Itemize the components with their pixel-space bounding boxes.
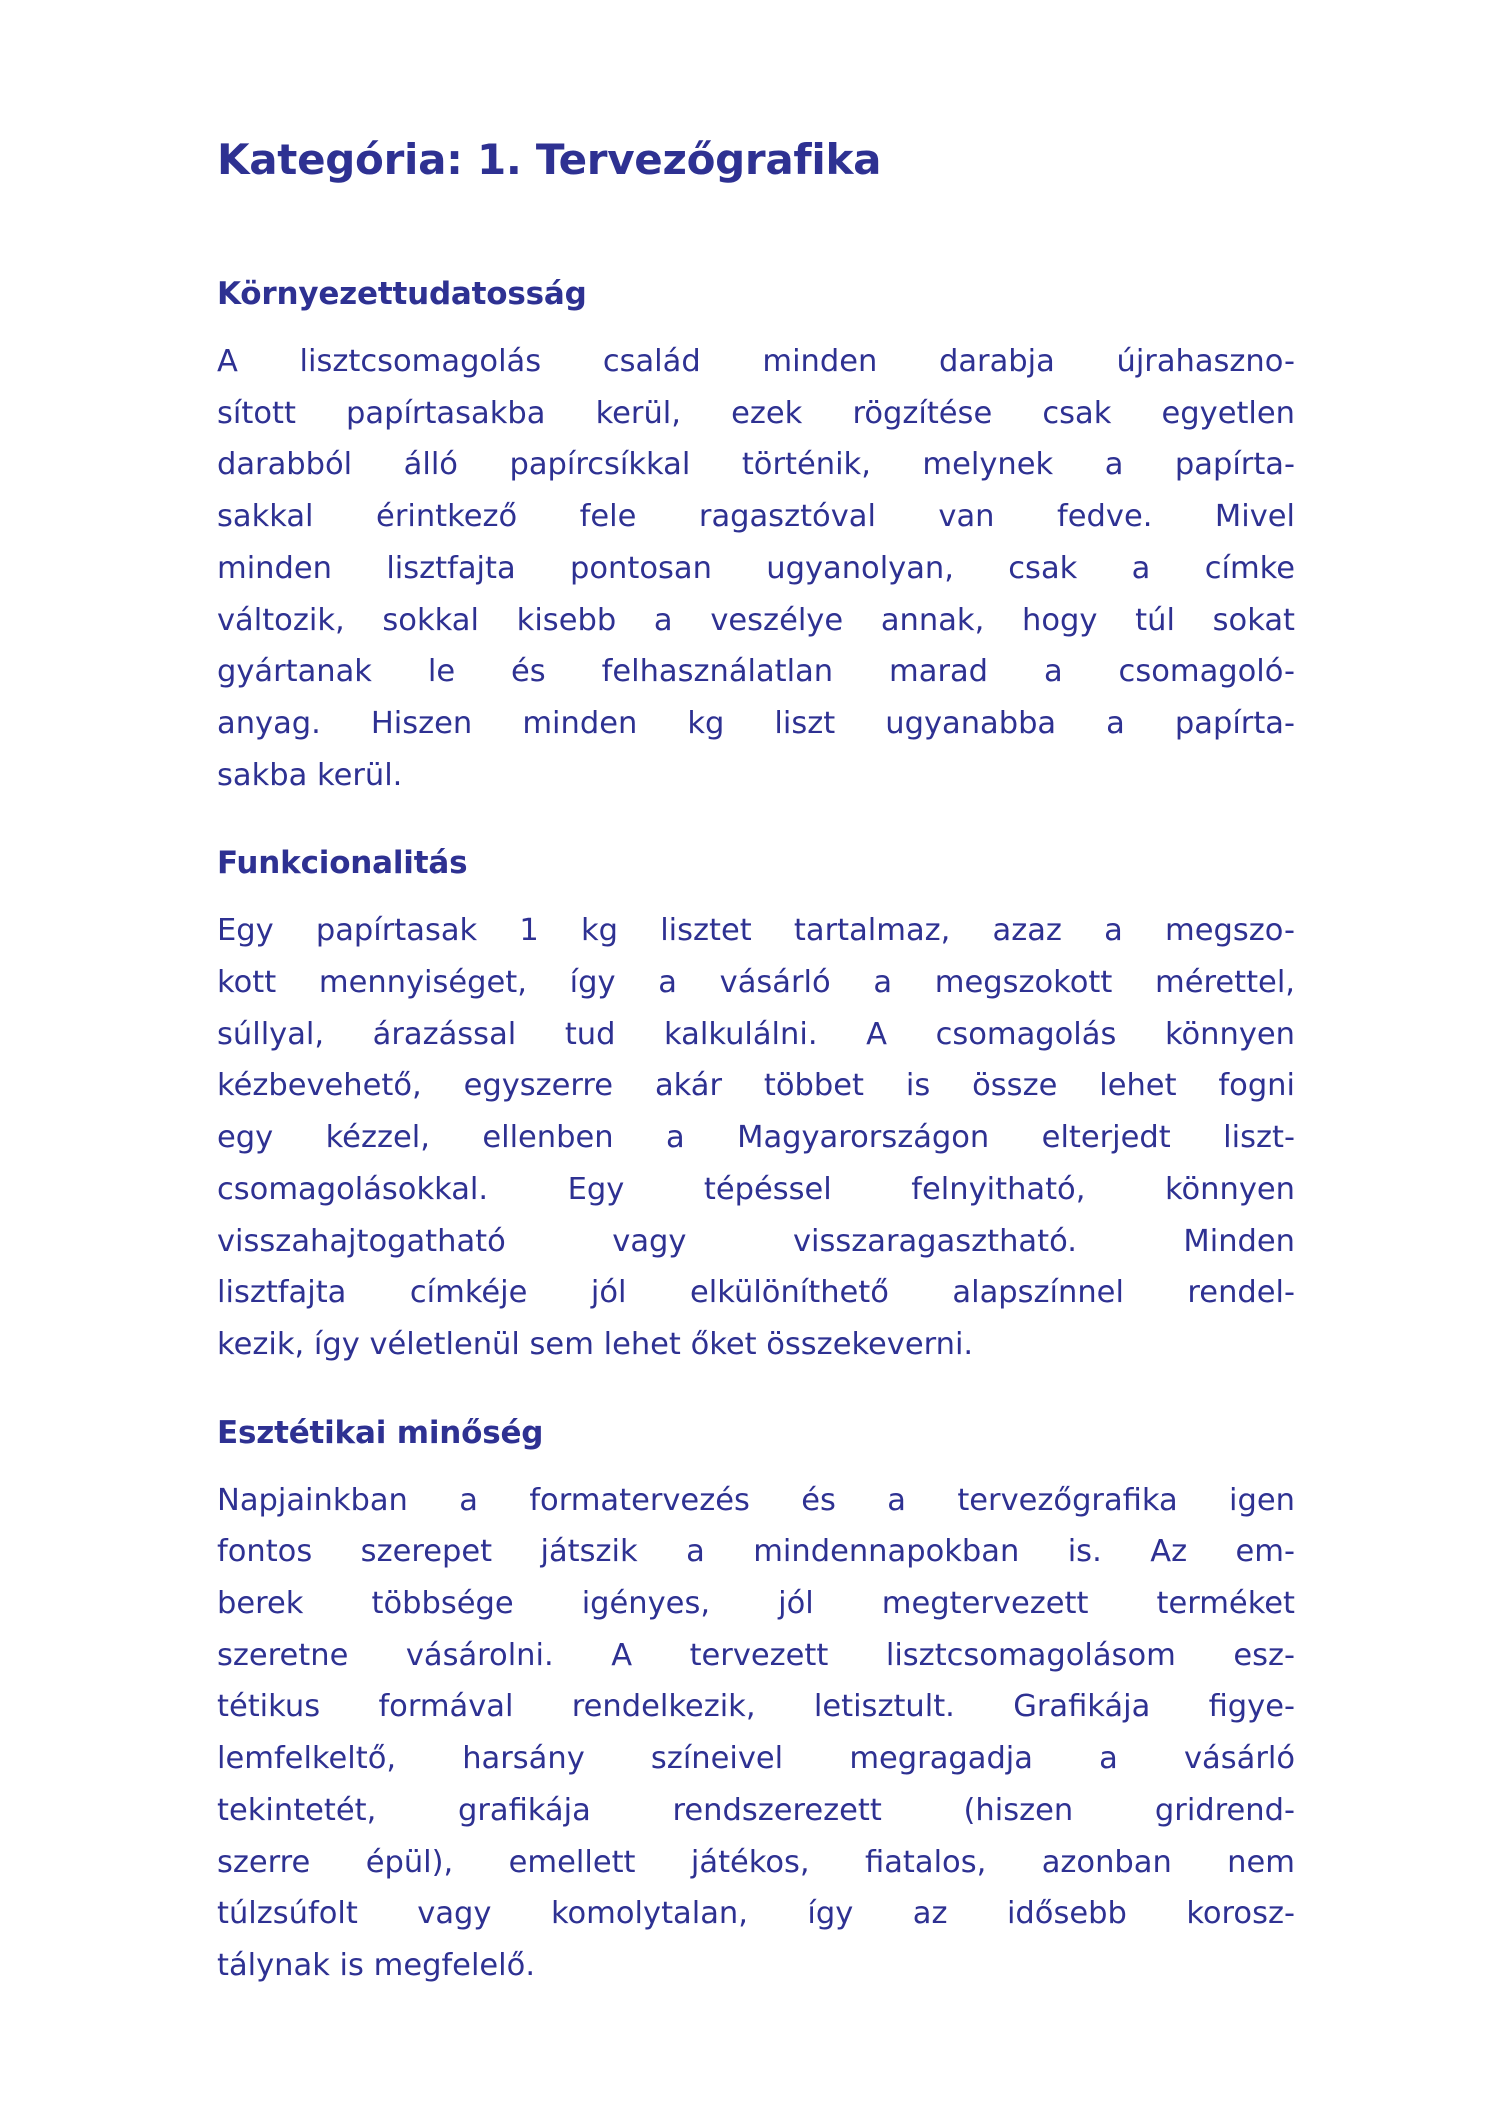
text-line: darabból álló papírcsíkkal történik, melynek a papírta- — [217, 447, 1295, 483]
text-line: gyártanak le és felhasználatlan marad a csomagoló- — [217, 654, 1295, 690]
section-kornyezettudatossag — [217, 272, 1295, 801]
text-line: szerre épül), emellett játékos, fiatalos, azonban nem — [217, 1844, 1295, 1880]
section-heading: Esztétikai minőség — [217, 1414, 544, 1451]
text-line: fontos szerepet játszik a mindennapokban is. Az em- — [217, 1534, 1295, 1570]
text-line: csomagolásokkal. Egy tépéssel felnyitható, könnyen — [217, 1171, 1295, 1207]
text-line: kezik, így véletlenül sem lehet őket összekeverni. — [217, 1326, 974, 1362]
text-line: lisztfajta címkéje jól elkülöníthető alapszínnel rendel- — [217, 1275, 1295, 1311]
text-line: kézbevehető, egyszerre akár többet is össze lehet fogni — [217, 1068, 1295, 1104]
text-line: kott mennyiséget, így a vásárló a megszokott mérettel, — [217, 965, 1295, 1001]
text-line: sakkal érintkező fele ragasztóval van fedve. Mivel — [217, 499, 1295, 535]
text-line: sított papírtasakba kerül, ezek rögzítése csak egyetlen — [217, 395, 1295, 431]
text-line: lemfelkeltő, harsány színeivel megragadja a vásárló — [217, 1741, 1295, 1777]
text-line: visszahajtogatható vagy visszaragasztható. Minden — [217, 1223, 1295, 1259]
section-heading: Funkcionalitás — [217, 845, 468, 882]
section-body — [217, 905, 1295, 1370]
text-line: tétikus formával rendelkezik, letisztult. Grafikája figye- — [217, 1689, 1295, 1725]
text-line: tálynak is megfelelő. — [217, 1947, 536, 1983]
text-line: szeretne vásárolni. A tervezett lisztcsomagolásom esz- — [217, 1637, 1295, 1673]
text-line: minden lisztfajta pontosan ugyanolyan, csak a címke — [217, 550, 1295, 586]
text-line: súllyal, árazással tud kalkulálni. A csomagolás könnyen — [217, 1016, 1295, 1052]
text-line: A lisztcsomagolás család minden darabja újrahaszno- — [217, 344, 1295, 379]
section-funkcionalitas — [217, 841, 1295, 1370]
section-heading: Környezettudatosság — [217, 276, 587, 312]
section-body — [217, 1475, 1295, 1992]
text-line: változik, sokkal kisebb a veszélye annak, hogy túl sokat — [217, 602, 1295, 638]
page-title: Kategória: 1. Tervezőgrafika — [217, 135, 882, 184]
document-page — [217, 130, 1295, 1992]
text-line: egy kézzel, ellenben a Magyarországon elterjedt liszt- — [217, 1120, 1295, 1156]
text-line: sakba kerül. — [217, 757, 403, 793]
text-line: berek többsége igényes, jól megtervezett terméket — [217, 1586, 1295, 1622]
text-line: tekintetét, grafikája rendszerezett (hiszen gridrend- — [217, 1792, 1295, 1828]
text-line: túlzsúfolt vagy komolytalan, így az idősebb korosz- — [217, 1896, 1295, 1932]
text-line: Egy papírtasak 1 kg lisztet tartalmaz, azaz a megszo- — [217, 913, 1295, 949]
text-line: Napjainkban a formatervezés és a tervezőgrafika igen — [217, 1482, 1295, 1518]
section-body — [217, 336, 1295, 801]
section-esztetikai-minoseg — [217, 1411, 1295, 1992]
text-line: anyag. Hiszen minden kg liszt ugyanabba a papírta- — [217, 705, 1295, 741]
